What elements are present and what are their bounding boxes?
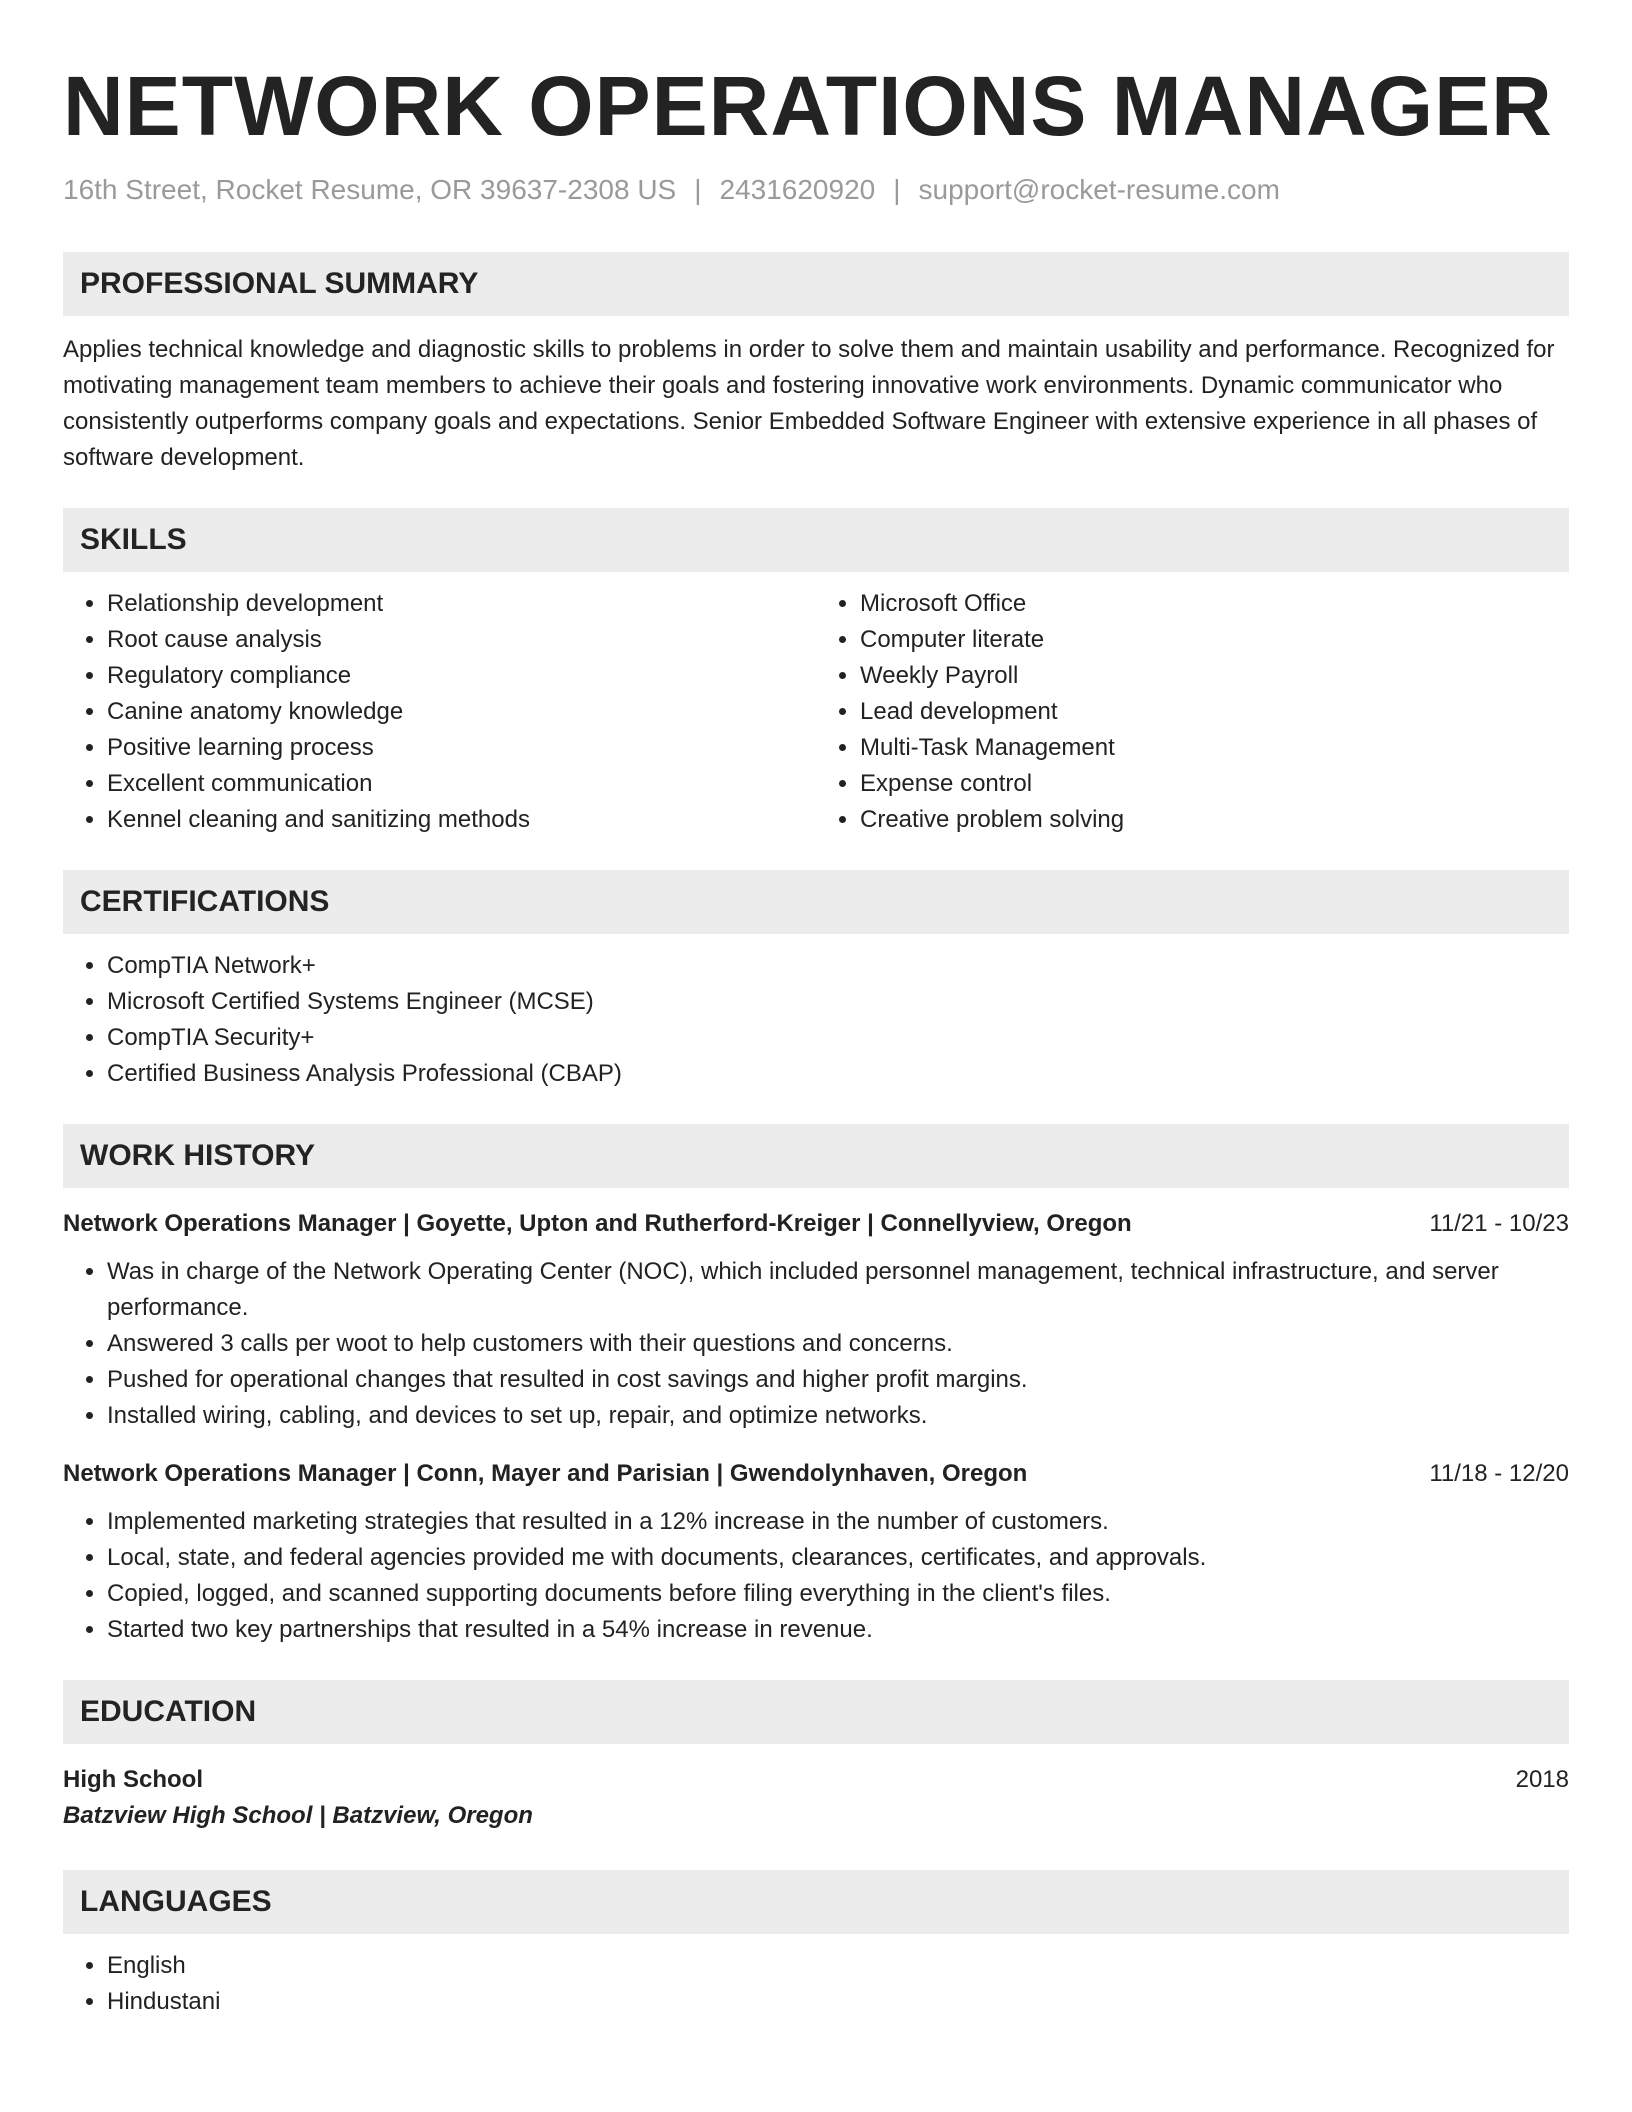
candidate-name: NETWORK OPERATIONS MANAGER — [63, 59, 1553, 153]
certifications-list — [63, 948, 1569, 1092]
job-dates: 11/18 - 12/20 — [1429, 1460, 1569, 1487]
skills-list — [63, 572, 1569, 838]
list-item: • Answered 3 calls per woot to help customers with their questions and concerns. — [107, 1326, 1569, 1362]
section-title-summary: PROFESSIONAL SUMMARY — [63, 252, 1569, 316]
job-heading: Network Operations Manager | Goyette, Upton and Rutherford-Kreiger | Connellyview, Oregon — [63, 1210, 1132, 1237]
job-dates: 11/21 - 10/23 — [1429, 1210, 1569, 1237]
list-item: • English — [107, 1948, 1569, 1984]
list-item: • Certified Business Analysis Professional (CBAP) — [107, 1056, 1569, 1092]
list-item: • Creative problem solving — [860, 802, 1569, 838]
section-title-skills: SKILLS — [63, 508, 1569, 572]
list-item: • Local, state, and federal agencies provided me with documents, clearances, certificates, and approvals. — [107, 1540, 1569, 1576]
list-item: • Lead development — [860, 694, 1569, 730]
list-item: • Canine anatomy knowledge — [107, 694, 816, 730]
list-item: • Pushed for operational changes that resulted in cost savings and higher profit margins. — [107, 1362, 1569, 1398]
section-title-certifications: CERTIFICATIONS — [63, 870, 1569, 934]
list-item: • Root cause analysis — [107, 622, 816, 658]
list-item: • Multi-Task Management — [860, 730, 1569, 766]
job-entry — [63, 1206, 1569, 1434]
list-item: • Microsoft Office — [860, 586, 1569, 622]
list-item: • Excellent communication — [107, 766, 816, 802]
job-header — [63, 1456, 1569, 1492]
job-entry — [63, 1456, 1569, 1648]
summary-text: Applies technical knowledge and diagnostic skills to problems in order to solve them and maintain usability and performance. Recognized for motivating management team members to achieve their goals and fostering innovative work environments. Dynamic communicator who consistently outperforms company goals and expectations. Senior Embedded Software Engineer with extensive experience in all phases of software development. — [63, 336, 1555, 471]
list-item: • Hindustani — [107, 1984, 1569, 2020]
section-title-languages: LANGUAGES — [63, 1870, 1569, 1934]
languages-list — [63, 1948, 1569, 2020]
section-title-education: EDUCATION — [63, 1680, 1569, 1744]
contact-line — [63, 170, 1569, 210]
education-degree: High School — [63, 1766, 203, 1793]
list-item: • Weekly Payroll — [860, 658, 1569, 694]
list-item: • Microsoft Certified Systems Engineer (MCSE) — [107, 984, 1569, 1020]
education-header — [63, 1762, 1569, 1798]
section-title-work: WORK HISTORY — [63, 1124, 1569, 1188]
address: 16th Street, Rocket Resume, OR 39637-2308 US — [63, 174, 677, 205]
phone: 2431620920 — [719, 174, 876, 205]
list-item: • Started two key partnerships that resulted in a 54% increase in revenue. — [107, 1612, 1569, 1648]
list-item: • Computer literate — [860, 622, 1569, 658]
list-item: • Implemented marketing strategies that resulted in a 12% increase in the number of customers. — [107, 1504, 1569, 1540]
contact-separator: | — [893, 174, 901, 205]
list-item: • Regulatory compliance — [107, 658, 816, 694]
skills-column-left — [63, 586, 816, 838]
job-header — [63, 1206, 1569, 1242]
list-item: • Installed wiring, cabling, and devices to set up, repair, and optimize networks. — [107, 1398, 1569, 1434]
list-item: • CompTIA Security+ — [107, 1020, 1569, 1056]
list-item: • Kennel cleaning and sanitizing methods — [107, 802, 816, 838]
job-heading: Network Operations Manager | Conn, Mayer and Parisian | Gwendolynhaven, Oregon — [63, 1460, 1028, 1487]
list-item: • Expense control — [860, 766, 1569, 802]
job-bullets — [63, 1254, 1569, 1434]
list-item: • Relationship development — [107, 586, 816, 622]
list-item: • Copied, logged, and scanned supporting documents before filing everything in the client's files. — [107, 1576, 1569, 1612]
skills-column-right — [816, 586, 1569, 838]
list-item: • Was in charge of the Network Operating Center (NOC), which included personnel management, technical infrastructure, and server performance. — [107, 1254, 1569, 1326]
education-year: 2018 — [1515, 1766, 1569, 1793]
email: support@rocket-resume.com — [918, 174, 1280, 205]
education-school: Batzview High School | Batzview, Oregon — [63, 1802, 533, 1829]
list-item: • CompTIA Network+ — [107, 948, 1569, 984]
list-item: • Positive learning process — [107, 730, 816, 766]
job-bullets — [63, 1504, 1569, 1648]
contact-separator: | — [694, 174, 702, 205]
